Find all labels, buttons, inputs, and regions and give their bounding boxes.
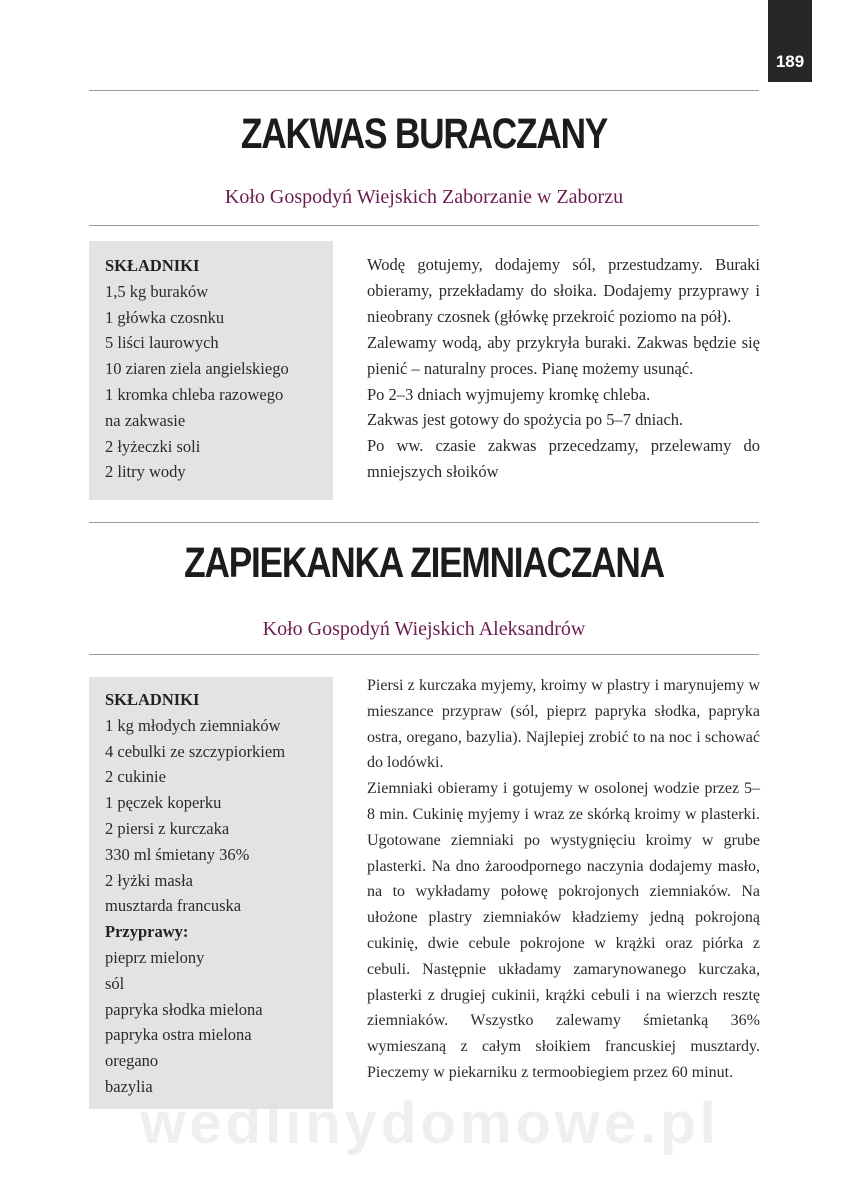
- method-paragraph: Ziemniaki obieramy i gotujemy w osolonej wodzie przez 5–8 min. Cukinię myjemy i wraz ze skórką kroimy w plasterki. Ugotowane ziemniaki po wystygnięciu kroimy w grube plasterki. Na dno żaroodpornego naczynia dodajemy masło, na to wykładamy połowę pokrojonych ziemniaków. Na ułożone plastry ziemniaków kładziemy jedną pokrojoną cukinię, dwie cebule pokrojone w krążki oraz piórka z cebuli. Następnie układamy zamarynowanego kurczaka, plasterki z drugiej cukinii, krążki cebuli i na wierzch resztę ziemniaków. Wszystko zalewamy śmietanką 36% wymieszaną z całym słoikiem francuskiej musztardy. Pieczemy w piekarniku z termoobiegiem przez 60 minut.: [367, 780, 760, 1081]
- spice-item: bazylia: [105, 1076, 153, 1096]
- spice-item: sól: [105, 973, 125, 993]
- ingredients-heading: SKŁADNIKI: [105, 256, 200, 275]
- ingredient-item: na zakwasie: [105, 410, 186, 430]
- ingredient-item: 1,5 kg buraków: [105, 281, 209, 301]
- ingredient-item: 2 łyżki masła: [105, 870, 193, 890]
- ingredients-box: [89, 677, 333, 1109]
- ingredient-item: 4 cebulki ze szczypiorkiem: [105, 741, 286, 761]
- method-paragraph: Zakwas jest gotowy do spożycia po 5–7 dniach.: [367, 410, 684, 430]
- ingredient-item: 1 pęczek koperku: [105, 793, 222, 813]
- ingredient-item: 330 ml śmietany 36%: [105, 844, 250, 864]
- method-paragraph: Wodę gotujemy, dodajemy sól, przestudzamy. Buraki obieramy, przekładamy do słoika. Dodajemy przyprawy i nieobrany czosnek (główkę przekroić poziomo na pół).: [367, 255, 760, 326]
- recipe-method: [367, 252, 760, 485]
- divider: [89, 225, 759, 226]
- method-paragraph: Po 2–3 dniach wyjmujemy kromkę chleba.: [367, 384, 651, 404]
- spice-item: papryka ostra mielona: [105, 1025, 252, 1045]
- spices-heading: Przyprawy:: [105, 922, 189, 942]
- recipe-title: ZAKWAS BURACZANY: [240, 110, 608, 158]
- ingredient-item: 1 główka czosnku: [105, 307, 225, 327]
- ingredient-item: 10 ziaren ziela angielskiego: [105, 359, 289, 379]
- spice-item: pieprz mielony: [105, 947, 205, 967]
- ingredient-item: 1 kromka chleba razowego: [105, 384, 284, 404]
- spice-item: papryka słodka mielona: [105, 999, 263, 1019]
- recipe-title: ZAPIEKANKA ZIEMNIACZANA: [184, 539, 664, 587]
- ingredients-heading: SKŁADNIKI: [105, 690, 200, 709]
- divider-top: [89, 90, 759, 91]
- divider: [89, 522, 759, 523]
- divider: [89, 654, 759, 655]
- ingredient-item: 2 cukinie: [105, 767, 166, 787]
- ingredient-item: 2 łyżeczki soli: [105, 436, 201, 456]
- ingredient-item: 5 liści laurowych: [105, 333, 219, 353]
- ingredient-item: musztarda francuska: [105, 896, 242, 916]
- method-paragraph: Piersi z kurczaka myjemy, kroimy w plastry i marynujemy w mieszance przypraw (sól, pieprz papryka słodka, papryka ostra, oregano, bazylia). Najlepiej zrobić to na noc i schować do lodówki.: [367, 677, 760, 772]
- method-paragraph: Po ww. czasie zakwas przecedzamy, przelewamy do mniejszych słoików: [367, 436, 760, 482]
- ingredient-item: 2 litry wody: [105, 462, 186, 482]
- ingredient-item: 1 kg młodych ziemniaków: [105, 715, 281, 735]
- recipe-method: [367, 673, 760, 1086]
- spice-item: oregano: [105, 1051, 159, 1071]
- ingredient-item: 2 piersi z kurczaka: [105, 818, 230, 838]
- recipe-author: Koło Gospodyń Wiejskich Aleksandrów: [262, 618, 586, 640]
- ingredients-box: [89, 241, 333, 500]
- recipe-author: Koło Gospodyń Wiejskich Zaborzanie w Zaborzu: [224, 186, 624, 208]
- page-number: 189: [768, 0, 812, 82]
- watermark: wedlinydomowe.pl: [140, 1091, 720, 1156]
- method-paragraph: Zalewamy wodą, aby przykryła buraki. Zakwas będzie się pienić – naturalny proces. Pianę możemy usunąć.: [367, 332, 760, 378]
